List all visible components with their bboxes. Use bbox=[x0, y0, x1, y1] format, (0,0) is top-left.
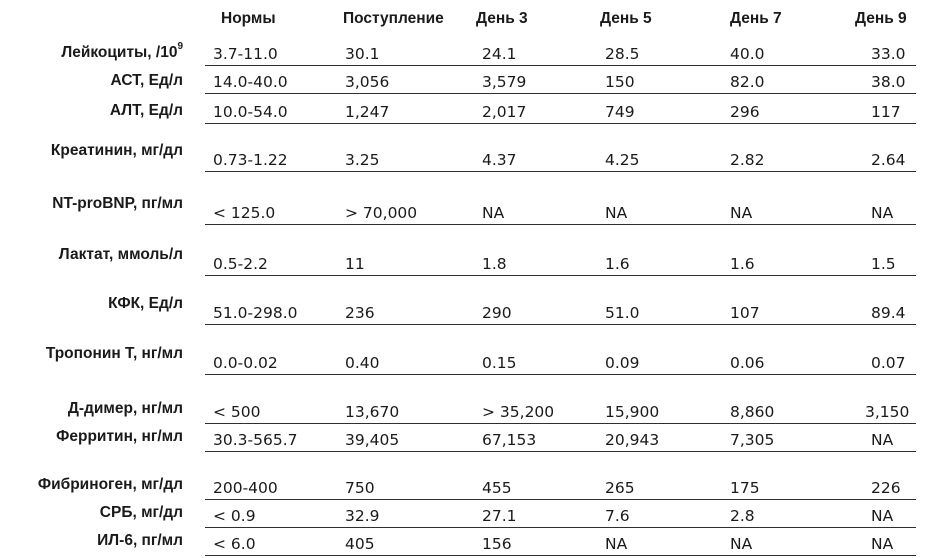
cell-day-9: 2.64 bbox=[871, 151, 906, 169]
cell-day-7: 0.06 bbox=[730, 354, 765, 372]
table-row bbox=[0, 500, 936, 528]
table-row bbox=[0, 297, 936, 325]
cell-day-3: 24.1 bbox=[482, 45, 517, 63]
cell-day-3: 0.15 bbox=[482, 354, 517, 372]
cell-day-5: 1.6 bbox=[605, 255, 630, 273]
cell-day-3: 455 bbox=[482, 479, 512, 497]
cell-day-3: 1.8 bbox=[482, 255, 507, 273]
row-label: АСТ, Ед/л bbox=[110, 72, 183, 89]
header-day-9: День 9 bbox=[855, 10, 907, 27]
header-norms: Нормы bbox=[221, 10, 276, 27]
cell-day-5: 51.0 bbox=[605, 304, 640, 322]
cell-admission: 3,056 bbox=[345, 73, 390, 91]
row-label: Фибриноген, мг/дл bbox=[37, 476, 183, 493]
cell-day-3: 67,153 bbox=[482, 431, 537, 449]
cell-day-7: 7,305 bbox=[730, 431, 775, 449]
cell-day-5: 28.5 bbox=[605, 45, 640, 63]
cell-admission: 32.9 bbox=[345, 507, 380, 525]
row-label: Креатинин, мг/дл bbox=[50, 142, 183, 159]
table-row bbox=[0, 528, 936, 556]
cell-day-3: 290 bbox=[482, 304, 512, 322]
cell-day-3: 156 bbox=[482, 535, 512, 553]
header-day-3: День 3 bbox=[476, 10, 528, 27]
table-row bbox=[0, 472, 936, 500]
cell-admission: 11 bbox=[345, 255, 365, 273]
cell-day-9: 38.0 bbox=[871, 73, 906, 91]
row-label: NT-proBNP, пг/мл bbox=[52, 195, 183, 212]
cell-day-9: 89.4 bbox=[871, 304, 906, 322]
cell-day-9: 117 bbox=[871, 103, 901, 121]
cell-day-9: 3,150 bbox=[865, 403, 910, 421]
cell-admission: 30.1 bbox=[345, 45, 380, 63]
cell-norms: < 0.9 bbox=[213, 507, 256, 525]
cell-day-9: 226 bbox=[871, 479, 901, 497]
row-label: СРБ, мг/дл bbox=[99, 504, 183, 521]
table-row bbox=[0, 197, 936, 225]
cell-admission: 750 bbox=[345, 479, 375, 497]
cell-day-5: 15,900 bbox=[605, 403, 660, 421]
cell-day-9: NA bbox=[871, 431, 894, 449]
cell-norms: 0.5-2.2 bbox=[213, 255, 268, 273]
cell-day-7: 82.0 bbox=[730, 73, 765, 91]
cell-admission: 1,247 bbox=[345, 103, 390, 121]
cell-day-5: NA bbox=[605, 204, 628, 222]
cell-day-7: 107 bbox=[730, 304, 760, 322]
cell-admission: 405 bbox=[345, 535, 375, 553]
cell-day-5: 265 bbox=[605, 479, 635, 497]
row-label: Ферритин, нг/мл bbox=[56, 428, 183, 445]
cell-day-3: > 35,200 bbox=[482, 403, 555, 421]
cell-day-3: 4.37 bbox=[482, 151, 517, 169]
cell-admission: 0.40 bbox=[345, 354, 380, 372]
cell-day-9: 0.07 bbox=[871, 354, 906, 372]
row-divider bbox=[205, 93, 916, 94]
row-label: КФК, Ед/л bbox=[108, 295, 183, 312]
cell-day-3: 2,017 bbox=[482, 103, 527, 121]
cell-admission: 39,405 bbox=[345, 431, 400, 449]
table-row bbox=[0, 347, 936, 375]
row-divider bbox=[205, 555, 916, 556]
cell-day-7: 8,860 bbox=[730, 403, 775, 421]
cell-admission: 3.25 bbox=[345, 151, 380, 169]
row-divider bbox=[205, 123, 916, 124]
cell-norms: 3.7-11.0 bbox=[213, 45, 278, 63]
cell-day-3: NA bbox=[482, 204, 505, 222]
cell-day-7: NA bbox=[730, 535, 753, 553]
row-label: ИЛ-6, пг/мл bbox=[97, 532, 183, 549]
cell-day-7: 1.6 bbox=[730, 255, 755, 273]
cell-norms: 0.0-0.02 bbox=[213, 354, 278, 372]
cell-norms: < 500 bbox=[213, 403, 261, 421]
cell-day-7: 2.8 bbox=[730, 507, 755, 525]
cell-day-9: 1.5 bbox=[871, 255, 896, 273]
table-row bbox=[0, 66, 936, 94]
row-divider bbox=[205, 451, 916, 452]
row-label: Тропонин Т, нг/мл bbox=[45, 345, 183, 362]
row-label: Лейкоциты, $/10^9$ bbox=[61, 40, 183, 61]
row-label: АЛТ, Ед/л bbox=[109, 102, 183, 119]
cell-norms: < 6.0 bbox=[213, 535, 256, 553]
header-day-7: День 7 bbox=[730, 10, 782, 27]
row-divider bbox=[205, 275, 916, 276]
cell-day-3: 27.1 bbox=[482, 507, 517, 525]
cell-norms: 51.0-298.0 bbox=[213, 304, 298, 322]
cell-day-5: 7.6 bbox=[605, 507, 630, 525]
cell-day-9: 33.0 bbox=[871, 45, 906, 63]
row-divider bbox=[205, 224, 916, 225]
table-row bbox=[0, 396, 936, 424]
cell-norms: 14.0-40.0 bbox=[213, 73, 288, 91]
row-divider bbox=[205, 171, 916, 172]
cell-day-5: 749 bbox=[605, 103, 635, 121]
table-row bbox=[0, 248, 936, 276]
cell-day-9: NA bbox=[871, 204, 894, 222]
cell-day-5: 4.25 bbox=[605, 151, 640, 169]
cell-day-7: NA bbox=[730, 204, 753, 222]
cell-day-5: 150 bbox=[605, 73, 635, 91]
cell-day-5: 0.09 bbox=[605, 354, 640, 372]
row-divider bbox=[205, 374, 916, 375]
cell-admission: 13,670 bbox=[345, 403, 400, 421]
cell-day-7: 40.0 bbox=[730, 45, 765, 63]
header-admission: Поступление bbox=[343, 10, 444, 27]
row-divider bbox=[205, 324, 916, 325]
table-row bbox=[0, 38, 936, 66]
row-label: Д-димер, нг/мл bbox=[67, 400, 183, 417]
cell-day-7: 2.82 bbox=[730, 151, 765, 169]
table-row bbox=[0, 96, 936, 124]
cell-day-7: 296 bbox=[730, 103, 760, 121]
cell-day-7: 175 bbox=[730, 479, 760, 497]
cell-day-9: NA bbox=[871, 535, 894, 553]
cell-day-3: 3,579 bbox=[482, 73, 527, 91]
cell-norms: 10.0-54.0 bbox=[213, 103, 288, 121]
cell-day-9: NA bbox=[871, 507, 894, 525]
cell-admission: > 70,000 bbox=[345, 204, 418, 222]
cell-norms: 30.3-565.7 bbox=[213, 431, 298, 449]
header-day-5: День 5 bbox=[600, 10, 652, 27]
cell-norms: 0.73-1.22 bbox=[213, 151, 288, 169]
cell-day-5: 20,943 bbox=[605, 431, 660, 449]
cell-admission: 236 bbox=[345, 304, 375, 322]
table-row bbox=[0, 424, 936, 452]
table-row bbox=[0, 144, 936, 172]
row-label: Лактат, ммоль/л bbox=[58, 246, 183, 263]
cell-norms: < 125.0 bbox=[213, 204, 276, 222]
cell-day-5: NA bbox=[605, 535, 628, 553]
cell-norms: 200-400 bbox=[213, 479, 278, 497]
